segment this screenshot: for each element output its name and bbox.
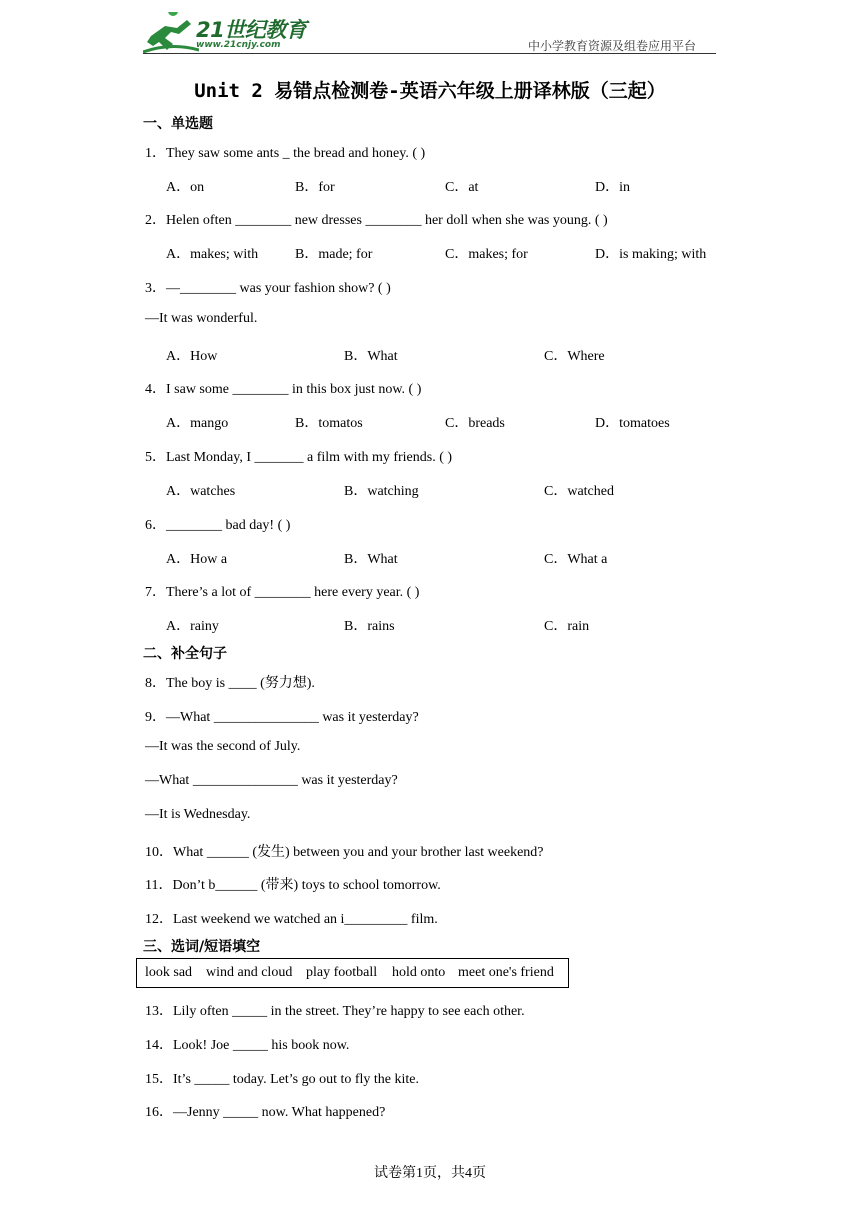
header-divider (143, 53, 716, 54)
question-2: 2．Helen often ________ new dresses ________ her doll when she was young. ( ) (145, 213, 608, 228)
option-c: C．watched (544, 484, 614, 499)
section-heading-2: 二、补全句子 (143, 646, 227, 662)
option-b: B．watching (344, 484, 419, 499)
question-4: 4．I saw some ________ in this box just now. ( ) (145, 382, 422, 397)
logo-text: 21世纪教育 (196, 18, 307, 42)
option-b: B．for (295, 180, 335, 195)
question-5: 5．Last Monday, I _______ a film with my friends. ( ) (145, 450, 453, 465)
logo-url: www.21cnjy.com (196, 40, 281, 50)
option-a: A．How a (166, 552, 228, 567)
option-c: C．What a (544, 552, 608, 567)
option-b: B．rains (344, 619, 395, 634)
question-16: 16．—Jenny _____ now. What happened? (145, 1105, 386, 1120)
question-13: 13．Lily often _____ in the street. They’re happy to see each other. (145, 1004, 525, 1019)
option-b: B．What (344, 349, 398, 364)
page-title: Unit 2 易错点检测卷-英语六年级上册译林版（三起） (194, 80, 666, 102)
word-bank-box (136, 958, 569, 988)
option-a: A．makes; with (166, 247, 259, 262)
question-1: 1．They saw some ants _ the bread and honey. ( ) (145, 146, 426, 161)
question-7: 7．There’s a lot of ________ here every year. ( ) (145, 585, 420, 600)
option-d: D．is making; with (595, 247, 707, 262)
question-12: 12．Last weekend we watched an i_________ film. (145, 912, 438, 927)
question-6: 6．________ bad day! ( ) (145, 518, 291, 533)
question-8: 8．The boy is ____ (努力想). (145, 676, 315, 691)
question-14: 14．Look! Joe _____ his book now. (145, 1038, 350, 1053)
option-b: B．tomatos (295, 416, 363, 431)
question-15: 15．It’s _____ today. Let’s go out to fly the kite. (145, 1072, 420, 1087)
option-b: B．made; for (295, 247, 373, 262)
question-11: 11．Don’t b______ (带来) toys to school tomorrow. (145, 878, 441, 893)
question-10: 10．What ______ (发生) between you and your brother last weekend? (145, 845, 544, 860)
option-a: A．on (166, 180, 205, 195)
option-c: C．Where (544, 349, 605, 364)
option-c: C．at (445, 180, 479, 195)
word-bank-item: meet one's friend (458, 965, 554, 980)
option-d: D．in (595, 180, 630, 195)
page-footer: 试卷第1页，共4页 (374, 1166, 486, 1181)
option-c: C．makes; for (445, 247, 528, 262)
word-bank-item: hold onto (392, 965, 446, 980)
word-bank-item: look sad (145, 965, 193, 980)
runner-icon (143, 12, 199, 54)
platform-name: 中小学教育资源及组卷应用平台 (528, 39, 697, 53)
question-9: 9．—What _______________ was it yesterday? (145, 710, 419, 725)
question-9-line: —What _______________ was it yesterday? (145, 773, 398, 788)
option-d: D．tomatoes (595, 416, 670, 431)
question-9-line: —It is Wednesday. (145, 807, 251, 822)
question-3: 3．—________ was your fashion show? ( ) (145, 281, 391, 296)
section-heading-3: 三、选词/短语填空 (143, 939, 261, 955)
option-b: B．What (344, 552, 398, 567)
option-c: C．breads (445, 416, 505, 431)
option-a: A．watches (166, 484, 236, 499)
option-a: A．rainy (166, 619, 219, 634)
option-c: C．rain (544, 619, 590, 634)
word-bank-item: play football (306, 965, 378, 980)
option-a: A．mango (166, 416, 229, 431)
word-bank-item: wind and cloud (206, 965, 293, 980)
question-9-line: —It was the second of July. (145, 739, 301, 754)
section-heading-1: 一、单选题 (143, 116, 213, 132)
question-3-answer-line: —It was wonderful. (145, 311, 258, 326)
option-a: A．How (166, 349, 218, 364)
